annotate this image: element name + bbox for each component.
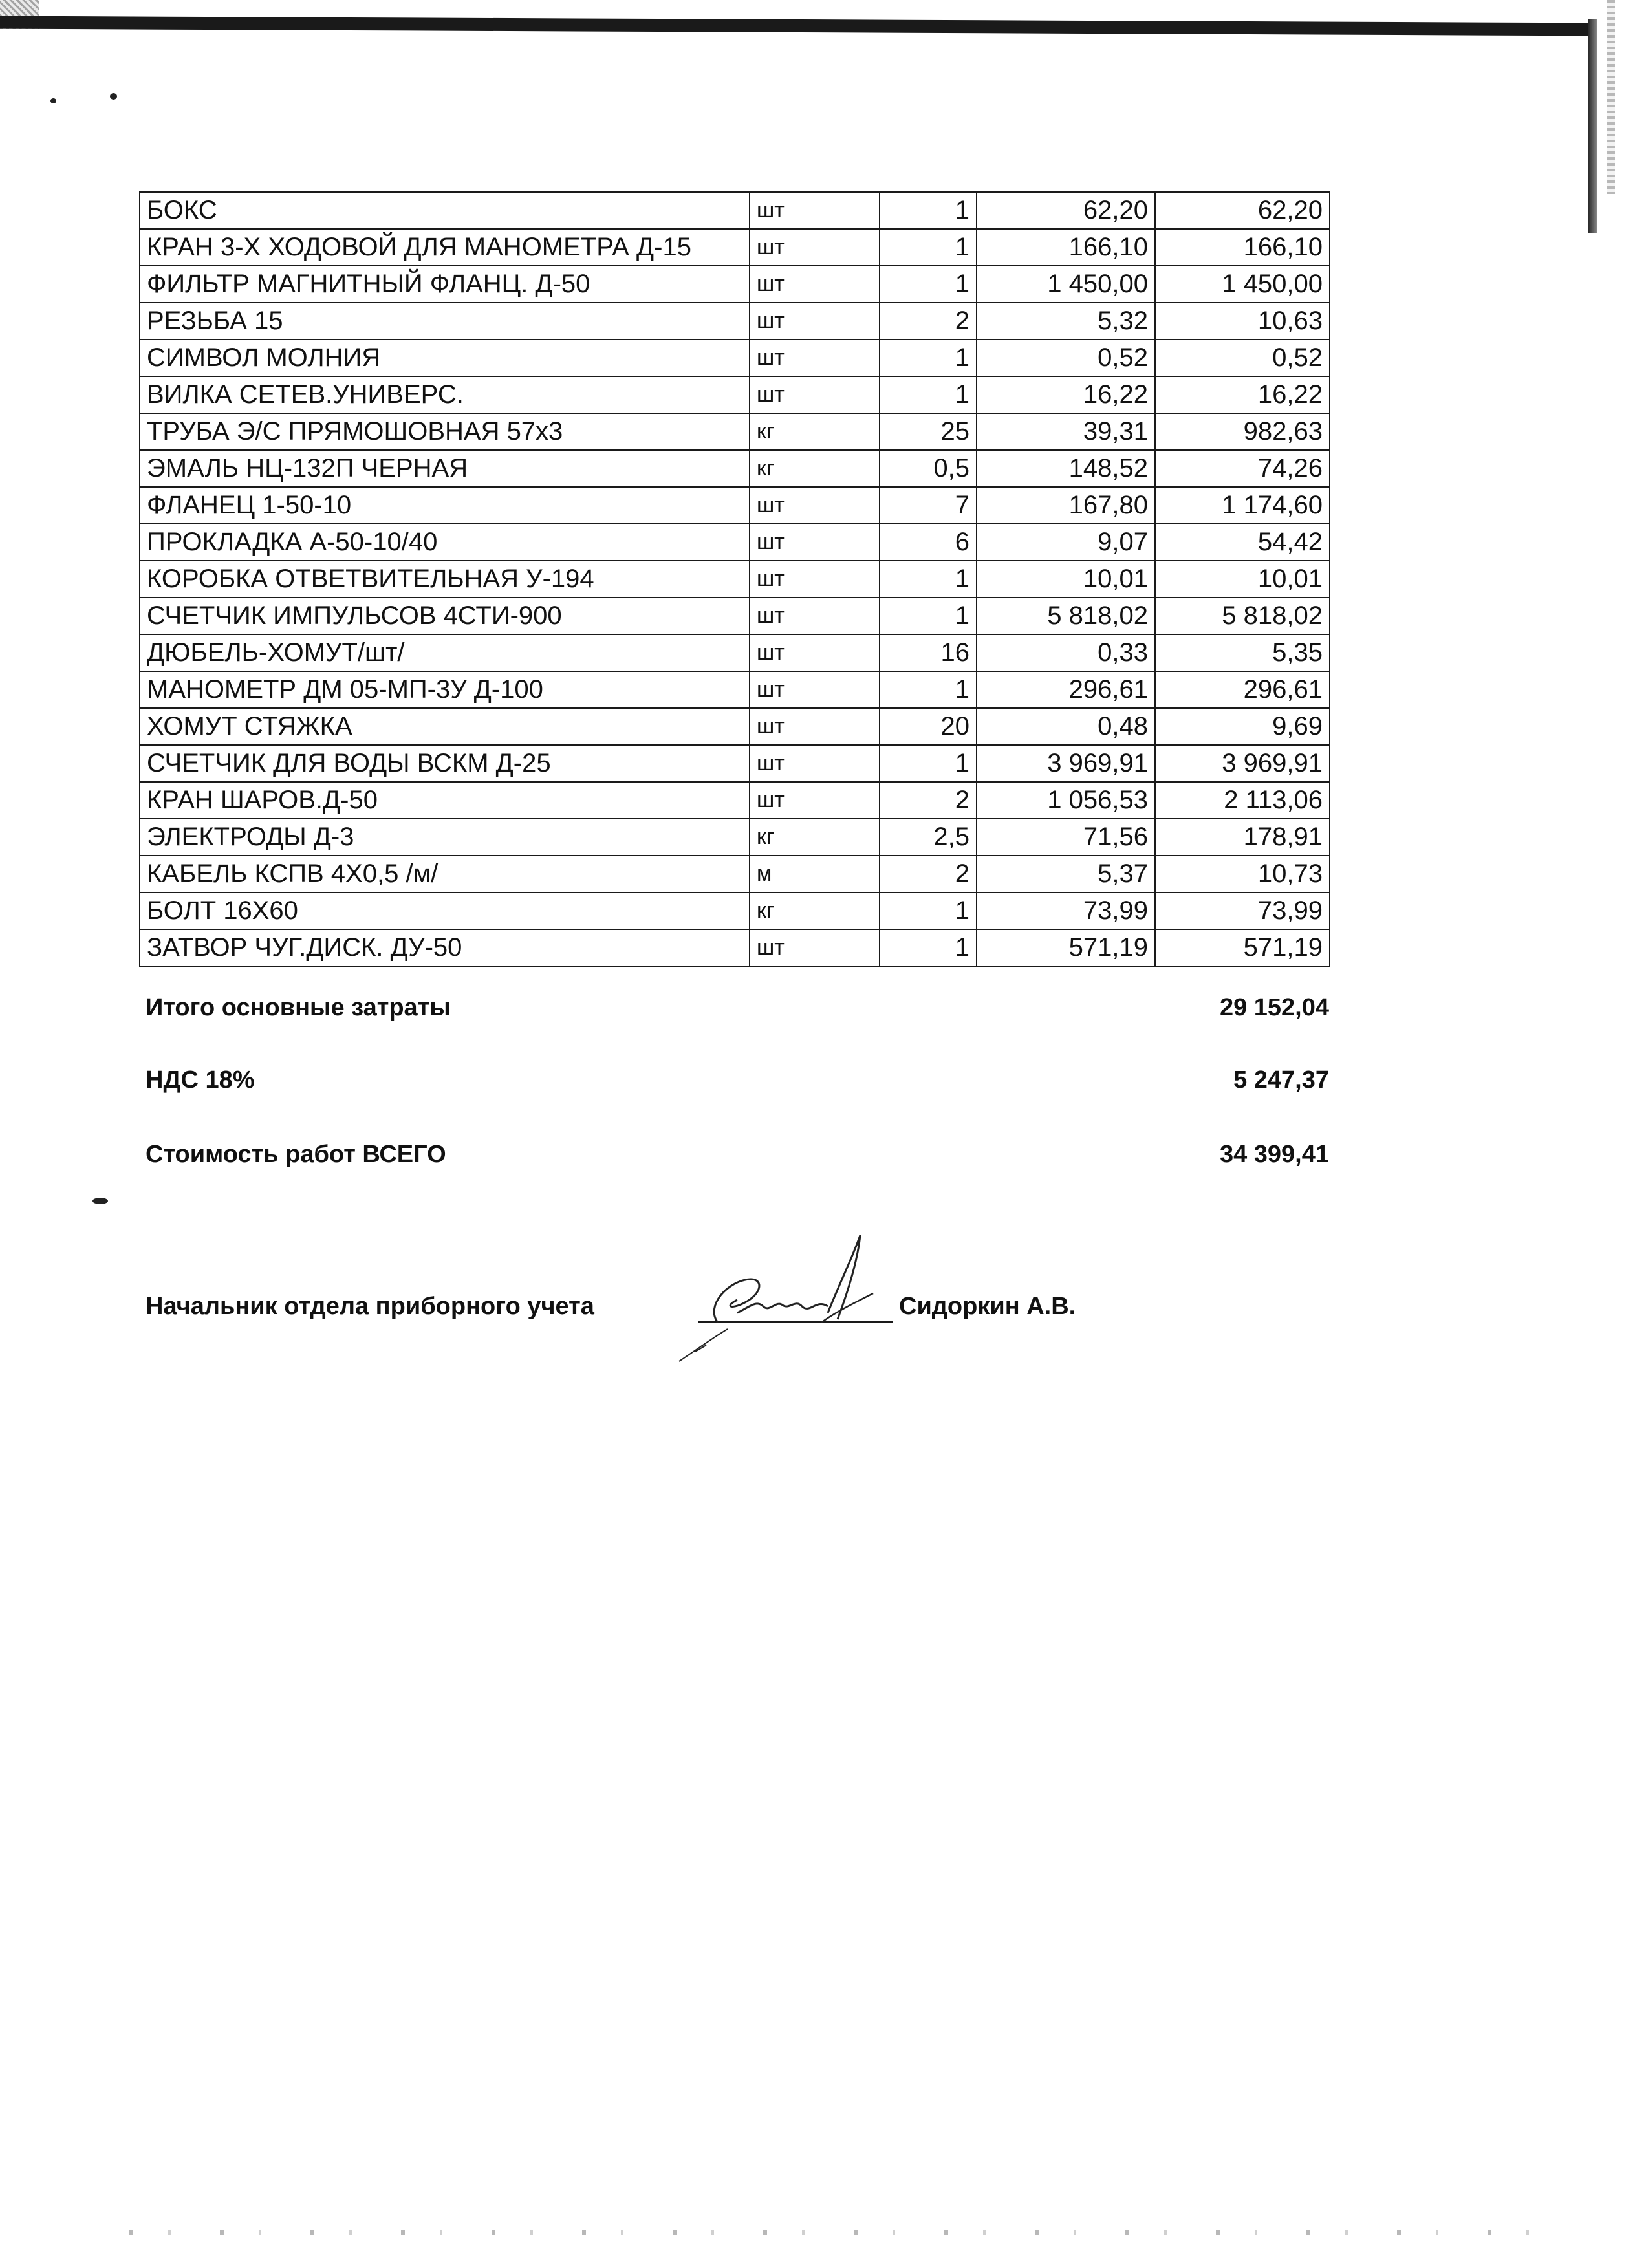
item-unit: шт <box>750 745 880 782</box>
total-grand-label: Стоимость работ ВСЕГО <box>146 1141 446 1168</box>
item-name: ФИЛЬТР МАГНИТНЫЙ ФЛАНЦ. Д-50 <box>140 266 750 303</box>
item-unit: кг <box>750 413 880 450</box>
item-qty: 1 <box>880 266 977 303</box>
item-name: ЗАТВОР ЧУГ.ДИСК. ДУ-50 <box>140 929 750 966</box>
item-qty: 1 <box>880 376 977 413</box>
item-qty: 6 <box>880 524 977 561</box>
item-price: 166,10 <box>977 229 1155 266</box>
table-row <box>140 598 1330 634</box>
item-name: МАНОМЕТР ДМ 05-МП-3У Д-100 <box>140 671 750 708</box>
item-unit: шт <box>750 634 880 671</box>
total-vat-value: 5 247,37 <box>1233 1066 1329 1094</box>
item-price: 16,22 <box>977 376 1155 413</box>
table-row <box>140 340 1330 376</box>
table-row <box>140 229 1330 266</box>
item-price: 0,33 <box>977 634 1155 671</box>
table-row <box>140 892 1330 929</box>
item-price: 73,99 <box>977 892 1155 929</box>
item-sum: 62,20 <box>1155 192 1330 229</box>
item-name: СИМВОЛ МОЛНИЯ <box>140 340 750 376</box>
total-vat-label: НДС 18% <box>146 1066 255 1094</box>
item-unit: шт <box>750 598 880 634</box>
item-price: 39,31 <box>977 413 1155 450</box>
item-price: 62,20 <box>977 192 1155 229</box>
item-sum: 296,61 <box>1155 671 1330 708</box>
item-qty: 7 <box>880 487 977 524</box>
item-price: 5 818,02 <box>977 598 1155 634</box>
item-sum: 5,35 <box>1155 634 1330 671</box>
item-name: КРАН ШАРОВ.Д-50 <box>140 782 750 819</box>
item-name: СЧЕТЧИК ИМПУЛЬСОВ 4СТИ-900 <box>140 598 750 634</box>
item-price: 296,61 <box>977 671 1155 708</box>
item-sum: 10,73 <box>1155 856 1330 892</box>
item-price: 148,52 <box>977 450 1155 487</box>
total-grand-value: 34 399,41 <box>1219 1141 1329 1168</box>
item-price: 0,48 <box>977 708 1155 745</box>
item-sum: 178,91 <box>1155 819 1330 856</box>
item-name: ЭМАЛЬ НЦ-132П ЧЕРНАЯ <box>140 450 750 487</box>
item-qty: 2 <box>880 856 977 892</box>
total-base-value: 29 152,04 <box>1219 994 1329 1021</box>
table-row <box>140 487 1330 524</box>
scan-speck <box>110 93 117 100</box>
item-name: КРАН 3-Х ХОДОВОЙ ДЛЯ МАНОМЕТРА Д-15 <box>140 229 750 266</box>
item-unit: шт <box>750 929 880 966</box>
item-name: КОРОБКА ОТВЕТВИТЕЛЬНАЯ У-194 <box>140 561 750 598</box>
item-unit: шт <box>750 708 880 745</box>
table-row <box>140 929 1330 966</box>
item-sum: 166,10 <box>1155 229 1330 266</box>
item-name: РЕЗЬБА 15 <box>140 303 750 340</box>
item-unit: м <box>750 856 880 892</box>
item-unit: шт <box>750 782 880 819</box>
item-qty: 16 <box>880 634 977 671</box>
total-vat-row <box>146 1064 1329 1096</box>
item-unit: кг <box>750 819 880 856</box>
scan-edge-bar <box>0 16 1597 36</box>
item-price: 5,37 <box>977 856 1155 892</box>
table-row <box>140 782 1330 819</box>
item-unit: кг <box>750 450 880 487</box>
table-row <box>140 708 1330 745</box>
item-sum: 16,22 <box>1155 376 1330 413</box>
item-qty: 1 <box>880 929 977 966</box>
item-name: ХОМУТ СТЯЖКА <box>140 708 750 745</box>
item-name: ДЮБЕЛЬ-ХОМУТ/шт/ <box>140 634 750 671</box>
table-row <box>140 819 1330 856</box>
item-sum: 73,99 <box>1155 892 1330 929</box>
item-unit: шт <box>750 487 880 524</box>
item-qty: 1 <box>880 561 977 598</box>
item-sum: 1 450,00 <box>1155 266 1330 303</box>
items-table <box>139 191 1330 967</box>
item-unit: шт <box>750 229 880 266</box>
handwritten-signature <box>666 1216 925 1365</box>
item-unit: шт <box>750 524 880 561</box>
item-sum: 982,63 <box>1155 413 1330 450</box>
item-name: ФЛАНЕЦ 1-50-10 <box>140 487 750 524</box>
table-row <box>140 413 1330 450</box>
table-row <box>140 524 1330 561</box>
table-row <box>140 376 1330 413</box>
table-row <box>140 745 1330 782</box>
item-sum: 54,42 <box>1155 524 1330 561</box>
item-unit: шт <box>750 671 880 708</box>
item-name: КАБЕЛЬ КСПВ 4Х0,5 /м/ <box>140 856 750 892</box>
items-table-body <box>140 192 1330 966</box>
item-name: ВИЛКА СЕТЕВ.УНИВЕРС. <box>140 376 750 413</box>
item-qty: 1 <box>880 892 977 929</box>
item-sum: 74,26 <box>1155 450 1330 487</box>
item-qty: 1 <box>880 745 977 782</box>
item-sum: 1 174,60 <box>1155 487 1330 524</box>
table-row <box>140 856 1330 892</box>
total-base-row <box>146 991 1329 1024</box>
item-qty: 1 <box>880 192 977 229</box>
table-row <box>140 266 1330 303</box>
item-unit: шт <box>750 340 880 376</box>
item-price: 3 969,91 <box>977 745 1155 782</box>
item-name: СЧЕТЧИК ДЛЯ ВОДЫ ВСКМ Д-25 <box>140 745 750 782</box>
total-grand-row <box>146 1138 1329 1171</box>
item-unit: шт <box>750 303 880 340</box>
item-qty: 25 <box>880 413 977 450</box>
table-row <box>140 303 1330 340</box>
signatory-name: Сидоркин А.В. <box>899 1293 1076 1320</box>
item-sum: 10,63 <box>1155 303 1330 340</box>
item-sum: 571,19 <box>1155 929 1330 966</box>
total-base-label: Итого основные затраты <box>146 994 451 1021</box>
item-unit: шт <box>750 266 880 303</box>
item-price: 71,56 <box>977 819 1155 856</box>
scan-edge-right-noise <box>1607 0 1615 194</box>
item-sum: 9,69 <box>1155 708 1330 745</box>
item-name: БОКС <box>140 192 750 229</box>
scan-speck <box>92 1198 108 1204</box>
item-price: 167,80 <box>977 487 1155 524</box>
scan-edge-right <box>1588 19 1597 233</box>
item-name: ТРУБА Э/С ПРЯМОШОВНАЯ 57х3 <box>140 413 750 450</box>
item-qty: 20 <box>880 708 977 745</box>
table-row <box>140 561 1330 598</box>
item-qty: 1 <box>880 598 977 634</box>
item-price: 1 056,53 <box>977 782 1155 819</box>
item-name: ПРОКЛАДКА А-50-10/40 <box>140 524 750 561</box>
item-price: 1 450,00 <box>977 266 1155 303</box>
item-price: 0,52 <box>977 340 1155 376</box>
scan-noise-bottom <box>129 2230 1552 2235</box>
item-name: БОЛТ 16Х60 <box>140 892 750 929</box>
table-row <box>140 634 1330 671</box>
item-price: 571,19 <box>977 929 1155 966</box>
item-sum: 3 969,91 <box>1155 745 1330 782</box>
table-row <box>140 671 1330 708</box>
signatory-title: Начальник отдела приборного учета <box>146 1293 594 1320</box>
item-qty: 1 <box>880 671 977 708</box>
item-qty: 2,5 <box>880 819 977 856</box>
item-unit: шт <box>750 561 880 598</box>
item-price: 5,32 <box>977 303 1155 340</box>
scan-speck <box>50 98 56 103</box>
item-qty: 0,5 <box>880 450 977 487</box>
item-qty: 2 <box>880 782 977 819</box>
table-row <box>140 450 1330 487</box>
item-unit: кг <box>750 892 880 929</box>
table-row <box>140 192 1330 229</box>
item-sum: 5 818,02 <box>1155 598 1330 634</box>
item-unit: шт <box>750 376 880 413</box>
item-sum: 0,52 <box>1155 340 1330 376</box>
item-qty: 1 <box>880 340 977 376</box>
item-unit: шт <box>750 192 880 229</box>
item-qty: 1 <box>880 229 977 266</box>
item-qty: 2 <box>880 303 977 340</box>
item-name: ЭЛЕКТРОДЫ Д-3 <box>140 819 750 856</box>
item-sum: 2 113,06 <box>1155 782 1330 819</box>
item-price: 10,01 <box>977 561 1155 598</box>
item-price: 9,07 <box>977 524 1155 561</box>
item-sum: 10,01 <box>1155 561 1330 598</box>
